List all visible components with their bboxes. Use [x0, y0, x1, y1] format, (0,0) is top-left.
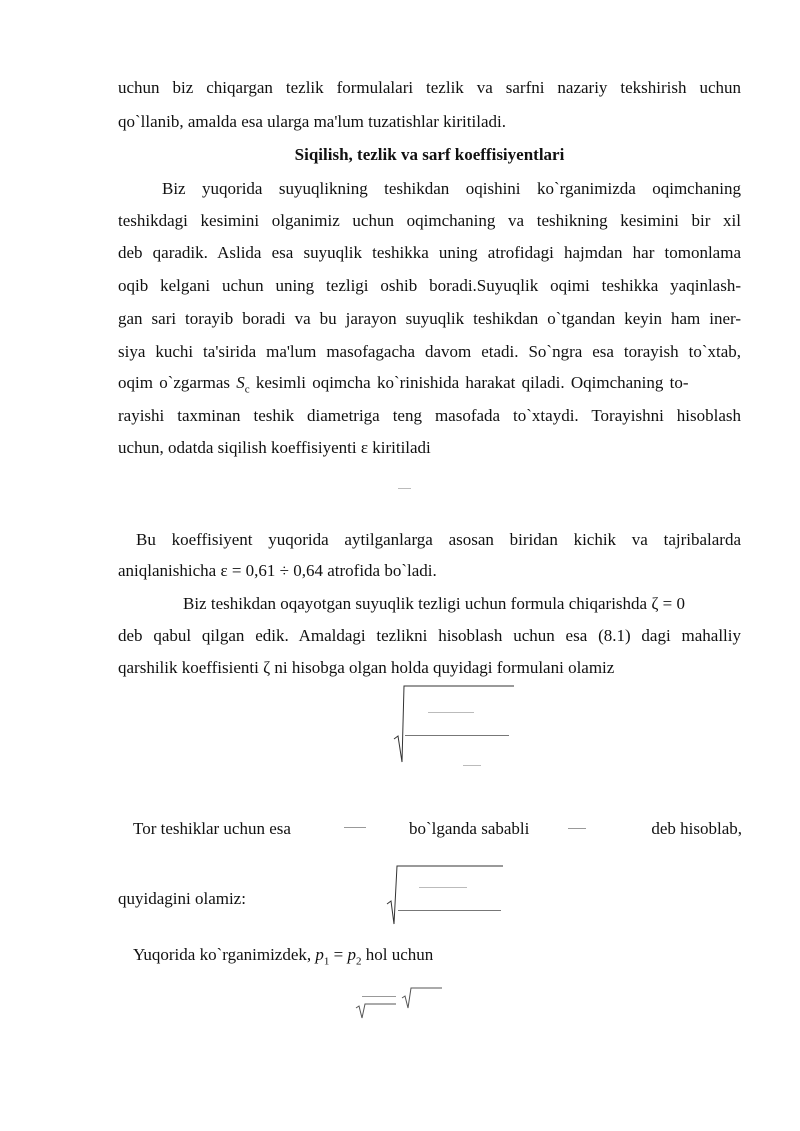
fraction-bar	[419, 887, 467, 888]
paragraph-line: bo`lganda sababli	[409, 819, 530, 838]
paragraph-line: Tor teshiklar uchun esa	[133, 819, 291, 838]
math-subscript: c	[244, 383, 250, 396]
paragraph-line: qarshilik koeffisienti ζ ni hisobga olgan holda quyidagi formulani olamiz	[118, 658, 615, 677]
paragraph-line: deb qabul qilgan edik. Amaldagi tezlikni hisoblash uchun esa (8.1) dagi mahalliy	[118, 626, 741, 645]
section-heading: Siqilish, tezlik va sarf koeffisiyentlari	[294, 145, 565, 164]
paragraph-line: rayishi taxminan teshik diametriga teng masofada to`xtaydi. Torayishni hisoblash	[118, 406, 741, 425]
math-subscript: 2	[356, 955, 362, 968]
math-symbol: p	[347, 945, 356, 964]
math-subscript: 1	[323, 955, 330, 968]
paragraph-line: deb qaradik. Aslida esa suyuqlik teshikka uning atrofidagi hajmdan har tomonlama	[118, 243, 741, 262]
paragraph-line: uchun biz chiqargan tezlik formulalari tezlik va sarfni nazariy tekshirish uchun	[118, 78, 741, 97]
paragraph-line	[133, 945, 533, 971]
paragraph-line: Biz teshikdan oqayotgan suyuqlik tezligi uchun formula chiqarishda ζ = 0	[183, 594, 685, 613]
radical-sign	[354, 986, 444, 1020]
paragraph-line: deb hisoblab,	[651, 819, 742, 838]
text-run: oqim o`zgarmas	[118, 373, 237, 392]
paragraph-line: gan sari torayib boradi va bu jarayon suyuqlik teshikdan o`tgandan keyin ham iner-	[118, 309, 741, 328]
math-symbol: p	[315, 945, 324, 964]
fraction-bar	[344, 827, 366, 828]
paragraph-line: quyidagini olamiz:	[118, 889, 246, 908]
math-symbol: S	[236, 373, 245, 392]
paragraph-line	[118, 373, 741, 399]
paragraph-line: aniqlanishicha ε = 0,61 ÷ 0,64 atrofida bo`ladi.	[118, 561, 437, 580]
fraction-bar	[405, 735, 509, 736]
paragraph-line: uchun, odatda siqilish koeffisiyenti ε kiritiladi	[118, 438, 431, 457]
fraction-bar	[463, 765, 481, 766]
fraction-bar	[568, 828, 586, 829]
text-run: =	[329, 945, 348, 964]
fraction-bar	[398, 910, 501, 911]
text-run: kesimli oqimcha ko`rinishida harakat qiladi. Oqimchaning to-	[249, 373, 689, 392]
paragraph-line: qo`llanib, amalda esa ularga ma'lum tuzatishlar kiritiladi.	[118, 112, 506, 131]
text-run: Yuqorida ko`rganimizdek,	[133, 945, 316, 964]
paragraph-line: Bu koeffisiyent yuqorida aytilganlarga asosan biridan kichik va tajribalarda	[136, 530, 741, 549]
paragraph-line: Biz yuqorida suyuqlikning teshikdan oqishini ko`rganimizda oqimchaning	[162, 179, 741, 198]
paragraph-line: teshikdagi kesimini olganimiz uchun oqimchaning va teshikning kesimini bir xil	[118, 211, 741, 230]
radical-sign	[390, 684, 520, 764]
paragraph-line: oqib kelgani uchun uning tezligi oshib boradi.Suyuqlik oqimi teshikka yaqinlash-	[118, 276, 741, 295]
text-run: hol uchun	[361, 945, 434, 964]
fraction-bar	[428, 712, 474, 713]
fraction-bar	[398, 488, 411, 489]
radical-sign	[383, 864, 508, 926]
paragraph-line: siya kuchi ta'sirida ma'lum masofagacha davom etadi. So`ngra esa torayish to`xtab,	[118, 342, 741, 361]
